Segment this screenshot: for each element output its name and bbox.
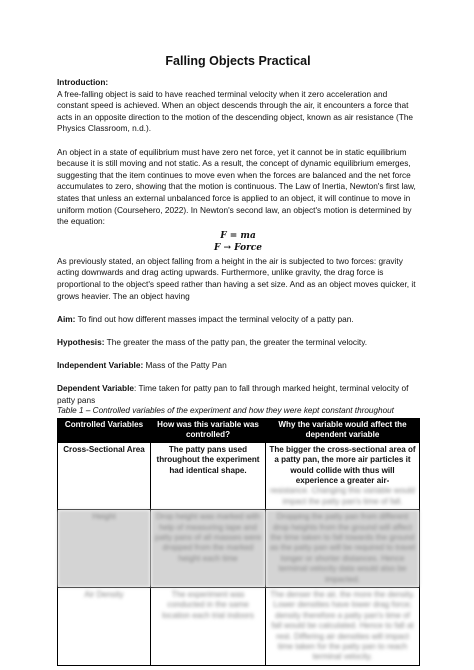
table-header-row [58, 418, 420, 442]
hypothesis-line [57, 337, 419, 349]
iv-text: Mass of the Patty Pan [143, 360, 227, 371]
table-cell-text: The bigger the cross-sectional area of a patty pan, the more air particles it would collide with thus will experience a greater air- [269, 444, 416, 485]
intro-paragraph-1: A free-falling object is said to have reached terminal velocity when it zero acceleration and constant speed is achieved. When an object descends through the air, it encounters a force that acts in an opposite direction to the motion of the descending object, known as air resistance (The Physics Classroom, n.d.). [57, 88, 414, 134]
controlled-variables-table [57, 418, 420, 666]
table-header-cell: Controlled Variables [58, 418, 151, 442]
equation-line-1: F = ma [220, 230, 256, 241]
table-header-cell: Why the variable would affect the dependent variable [266, 418, 420, 442]
document-page [57, 54, 419, 666]
dv-label: Dependent Variable [57, 383, 135, 394]
spacer [57, 135, 419, 147]
table-cell: Drop height was marked with help of measuring tape and patty pans of all masses were dropped from the marked height each time [151, 510, 266, 588]
table-cell [266, 442, 420, 509]
hypothesis-label: Hypothesis: [57, 336, 105, 347]
page-title: Falling Objects Practical [165, 54, 311, 68]
table-cell: Height [58, 510, 151, 588]
spacer [57, 348, 419, 360]
table-cell: The experiment was conducted in the same location each trial indoors [151, 588, 266, 666]
table-row [58, 510, 420, 588]
table-cell: Air Density [58, 588, 151, 666]
table-row [58, 442, 420, 509]
intro-paragraph-3: As previously stated, an object falling from a height in the air is subjected to two forces: gravity acting downwards and drag acting upwards. Furthermore, unlike gravity, the drag force is proportional to the object's speed rather than having a set size. And as an object moves quicker, it grows heavier. The an object having [57, 255, 416, 301]
iv-label: Independent Variable: [57, 360, 144, 371]
table-cell: The denser the air, the more the density. Lower densities have lower drag force; density therefore a patty pan's time of fall would be calculated. Hence to fall at rest. Differing air densities will impact time taken for the patty pan to reach terminal velocity. [266, 588, 420, 666]
spacer [57, 302, 419, 314]
dv-text: : Time taken for patty pan to fall through marked height, terminal velocity of patty pans [57, 383, 409, 405]
hypothesis-text: The greater the mass of the patty pan, the greater the terminal velocity. [104, 336, 368, 347]
aim-label: Aim: [57, 313, 76, 324]
blurred-text: resistance. Changing this variable would impact the patty pan's time of fall. [270, 486, 415, 506]
spacer [57, 372, 419, 384]
equation-line-2: F → Force [213, 242, 263, 253]
aim-text: To find out how different masses impact the terminal velocity of a patty pan. [75, 313, 354, 324]
aim-line [57, 314, 419, 326]
table-cell: Dropping the patty pan from different drop heights from the ground will affect the time taken to fall towards the ground as the patty pan will be required to travel longer or shorter distances. Hence terminal velocity data would also be impacted. [266, 510, 420, 588]
table-cell: Cross-Sectional Area [58, 442, 151, 509]
dependent-variable-line [57, 383, 419, 406]
table-row [58, 588, 420, 666]
table-header-cell: How was this variable was controlled? [151, 418, 266, 442]
intro-paragraph-2: An object in a state of equilibrium must have zero net force, yet it cannot be in static equilibrium because it is still moving and not static. As a result, the concept of dynamic equilibrium emerges, suggesting that the item continues to move even when the forces are balanced and the net force accumulates to zero, showing that the motion is continuous. The Law of Inertia, Newton's first law, states that unless an external unbalanced force is applied to an object, it will continue to move in uniform motion (Coursehero, 2022). In Newton's second law, an object's motion is determined by the equation: [57, 146, 416, 227]
intro-heading: Introduction: [57, 77, 109, 87]
table-cell: The patty pans used throughout the experiment had identical shape. [151, 442, 266, 509]
independent-variable-line [57, 360, 419, 372]
spacer [57, 325, 419, 337]
table-caption: Table 1 – Controlled variables of the experiment and how they were kept constant throughout [57, 406, 394, 416]
